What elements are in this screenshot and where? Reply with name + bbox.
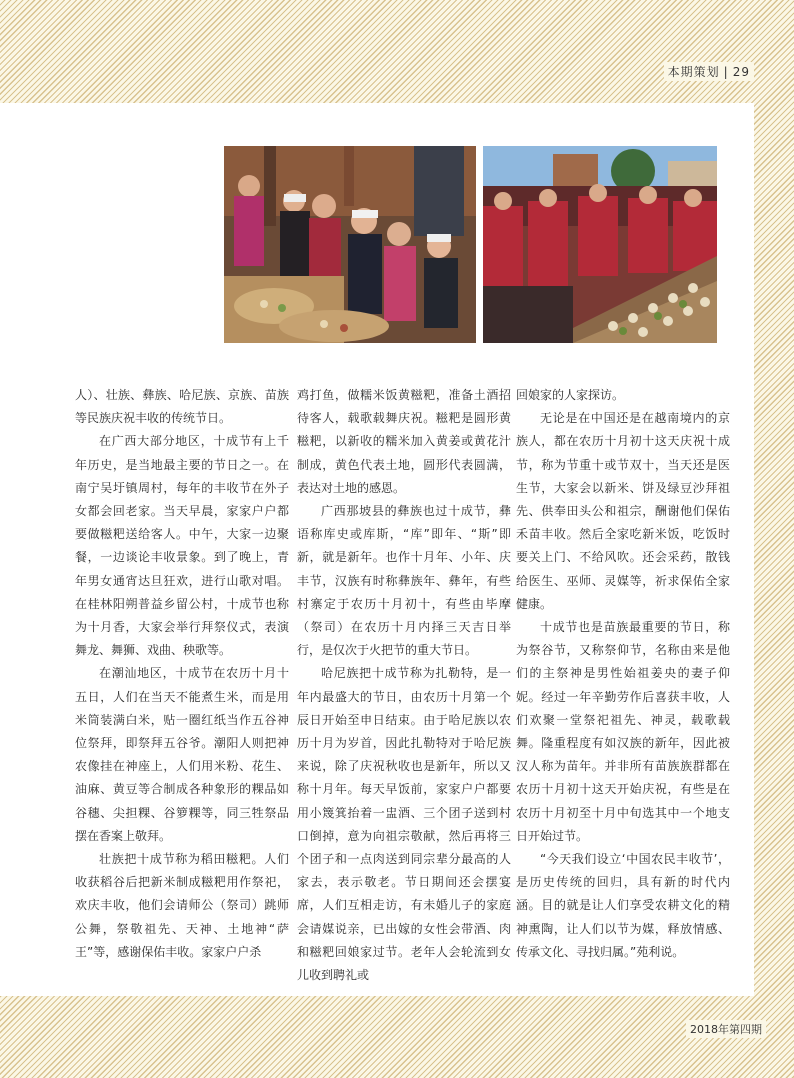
header-page-number: 29 [732,65,750,79]
paragraph: “今天我们设立‘中国农民丰收节’，是历史传统的回归，具有新的时代内涵。目的就是让人们享受农耕文化的精神熏陶，让人们以节为媒，释放情感、传承文化、寻找归属。”苑利说。 [516,852,730,959]
footer-issue: 2018年第四期 [690,1023,762,1036]
text-column-2 [297,384,511,987]
header-section: 本期策划 [667,65,720,79]
festival-crowd-photo-graphic [224,146,476,343]
paragraph: 鸡打鱼，做糯米饭黄糍粑，准备土酒招待客人，载歌载舞庆祝。糍粑是圆形黄糍粑，以新收的糯米加入黄姜或黄花汁制成，黄色代表土地，圆形代表圆满，表达对土地的感恩。 [297,388,511,495]
running-header [664,62,754,81]
text-column-3 [516,384,730,964]
paragraph: 回娘家的人家探访。 [516,388,625,402]
paragraph: 在广西大部分地区，十成节有上千年历史，是当地最主要的节日之一。在南宁吴圩镇周村，每年的丰收节在外子女都会回老家。当天早晨，家家户户都要做糍粑送给客人。中午，大家一边聚餐，一边谈论丰收景象。到了晚上，青年男女通宵达旦狂欢，进行山歌对唱。在桂林阳朔普益乡留公村，十成节也称为十月香，大家会举行拜祭仪式，表演舞龙、舞狮、戏曲、秧歌等。 [75,434,289,658]
paragraph: 十成节也是苗族最重要的节日，称为祭谷节，又称祭仰节，名称由来是他们的主祭神是男性始祖姜央的妻子仰妮。经过一年辛勤劳作后喜获丰收，人们欢聚一堂祭祀祖先、神灵，载歌载舞。隆重程度有如汉族的新年，因此被汉人称为苗年。并非所有苗族族群都在农历十月初十这天开始庆祝，有些是在农历十月初至十月中旬选其中一个地支日开始过节。 [516,620,730,843]
festival-crowd-photo [224,146,476,343]
text-column-1 [75,384,289,964]
paragraph: 哈尼族把十成节称为扎勒特，是一年内最盛大的节日，由农历十月第一个辰日开始至申日结束。由于哈尼族以农历十月为岁首，因此扎勒特对于哈尼族来说，除了庆祝秋收也是新年，所以又称十月年。每天早饭前，家家户户都要用小篾箕抬着一盅酒、三个团子送到村口倒掉，意为向祖宗敬献，然后再将三个团子和一点肉送到同宗辈分最高的人家去，表示敬老。节日期间还会摆宴席，人们互相走访，有未婚儿子的家庭会请媒说亲，已出嫁的女性会带酒、肉和糍粑回娘家过节。老年人会轮流到女儿收到聘礼或 [297,666,511,983]
paragraph: 壮族把十成节称为稻田糍粑。人们收获稻谷后把新米制成糍粑用作祭祀，欢庆丰收，他们会请师公（祭司）跳师公舞，祭敬祖先、天神、土地神“萨王”等，感谢保佑丰收。家家户户杀 [75,852,289,959]
running-footer [686,1020,766,1038]
festival-banquet-photo-graphic [483,146,717,343]
paragraph: 在潮汕地区，十成节在农历十月十五日，人们在当天不能煮生米，而是用米筒装满白米，贴一圈红纸当作五谷神位祭拜，即祭拜五谷爷。潮阳人则把神农像挂在神座上，人们用米粉、花生、油麻、黄豆等合制成各种象形的粿品如谷穗、尖担粿、谷箩粿等，同三牲祭品摆在香案上敬拜。 [75,666,289,843]
header-separator: | [723,65,729,79]
festival-banquet-photo [483,146,717,343]
paragraph: 人）、壮族、彝族、哈尼族、京族、苗族等民族庆祝丰收的传统节日。 [75,388,289,426]
paragraph: 广西那坡县的彝族也过十成节，彝语称库史或库斯，“库”即年、“斯”即新，就是新年。也作十月年、小年、庆丰节，汉族有时称彝族年、彝年，有些村寨定于农历十月初十，有些由毕摩（祭司）在农历十月内择三天吉日举行，是仅次于火把节的重大节日。 [297,504,511,658]
paragraph: 无论是在中国还是在越南境内的京族人，都在农历十月初十这天庆祝十成节，称为节重十或节双十，当天还是医生节，大家会以新米、饼及绿豆沙拜祖先、供奉田头公和祖宗，酬谢他们保佑禾苗丰收。然后全家吃新米饭，吃饭时要关上门、不给风吹。还会采药，散钱给医生、巫师、灵媒等，祈求保佑全家健康。 [516,411,730,611]
